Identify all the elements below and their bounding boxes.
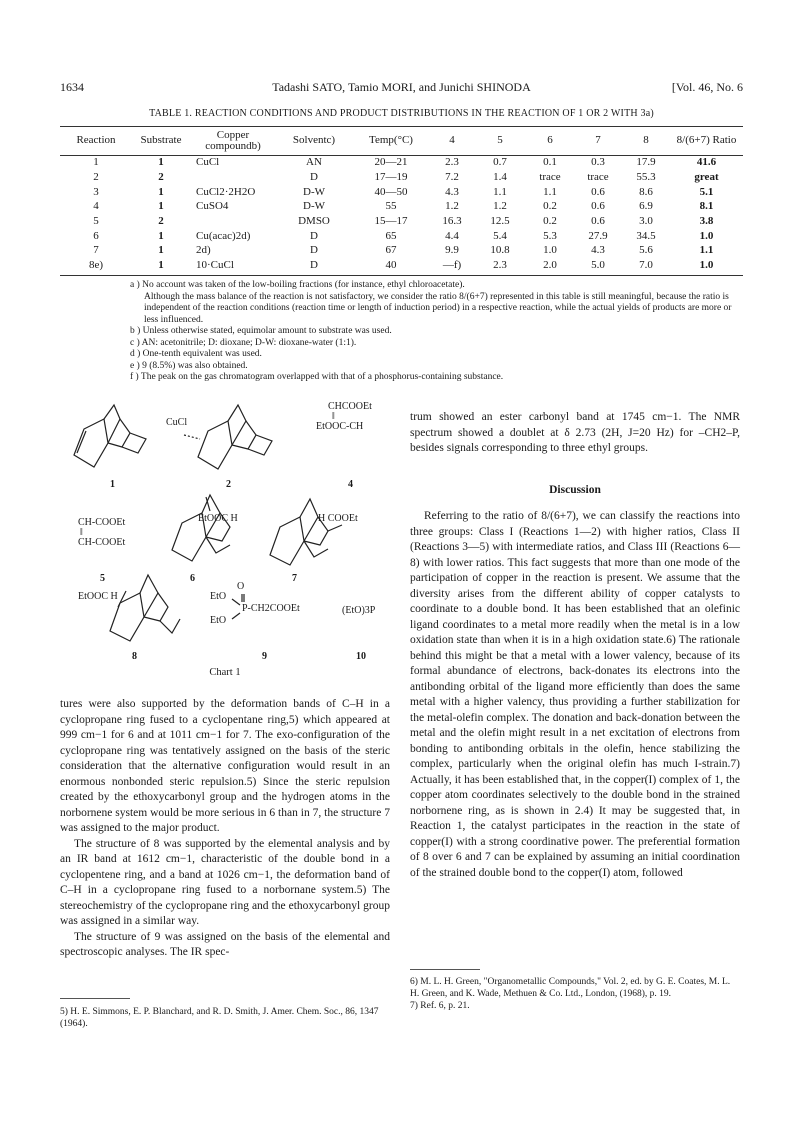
table-cell: 0.3 <box>591 156 605 169</box>
table-cell: 0.2 <box>543 200 557 213</box>
table-cell: 1.0 <box>543 244 557 257</box>
table-cell: 55.3 <box>636 171 656 184</box>
table-cell: 17.9 <box>636 156 656 169</box>
table-cell: 5.1 <box>699 185 714 198</box>
label-1: 1 <box>110 479 115 490</box>
table-cell: 1 <box>158 185 164 198</box>
table-cell <box>190 214 276 229</box>
table-cell: 8.1 <box>699 200 714 213</box>
column-header: 8 <box>643 134 649 146</box>
table-cell: 2d) <box>196 244 211 257</box>
table-cell: 0.1 <box>543 156 557 169</box>
label-6: 6 <box>190 573 195 584</box>
column-header: 7 <box>595 134 601 146</box>
table-title: TABLE 1. REACTION CONDITIONS AND PRODUCT DISTRIBUTIONS IN THE REACTION OF 1 OR 2 WITH 3a) <box>149 108 654 119</box>
table-cell: 2.3 <box>493 259 507 272</box>
table-cell: D <box>310 229 318 242</box>
table-cell: 4 <box>93 200 99 213</box>
etooc-h-8: EtOOC H <box>78 591 118 602</box>
table-cell: —f) <box>442 259 462 272</box>
table-cell: 5.0 <box>591 259 605 272</box>
chcooet-group: CHCOOEt <box>328 401 372 412</box>
column-header: Temp(°C) <box>369 134 413 146</box>
paragraph: The structure of 8 was supported by the elemental analysis and by an IR band at 1612 cm−1, characteristic of the double bond in a cyclopentene ring, and a band at 1026 cm−1, the deformation band of C–H in a cyclopropane ring fused to a norbornane system.5) The stereochemistry of the cyclopropane ring and the ethoxycarbonyl group was assigned in a similar way. <box>60 837 390 927</box>
table-footnote-c: c ) AN: acetonitrile; D: dioxane; D-W: dioxane-water (1:1). <box>130 337 357 348</box>
table-cell: 1.2 <box>493 200 507 213</box>
table-cell: 4.4 <box>445 229 459 242</box>
table-cell: 1 <box>158 200 164 213</box>
label-9: 9 <box>262 651 267 662</box>
chart-1-structures <box>60 395 390 685</box>
table-cell: 17—19 <box>374 171 408 184</box>
table-row <box>60 214 743 229</box>
page-header <box>60 80 743 96</box>
table-cell: 4.3 <box>591 244 605 257</box>
footnote-rule-right <box>410 969 480 970</box>
table-row <box>60 184 743 199</box>
section-heading-discussion: Discussion <box>549 484 601 496</box>
table-cell: 34.5 <box>636 229 656 242</box>
footnote-6: 6) M. L. H. Green, "Organometallic Compounds," Vol. 2, ed. by G. E. Coates, M. L. H. Green, and K. Wade, Methuen & Co. Ltd., London, (1968), p. 19. <box>410 977 731 999</box>
table-cell: 1.1 <box>699 244 714 257</box>
page-number: 1634 <box>60 80 84 94</box>
etooc-h-6: EtOOC H <box>198 513 238 524</box>
table-cell <box>190 170 276 185</box>
table-cell: 1 <box>158 259 164 272</box>
label-8: 8 <box>132 651 137 662</box>
table-cell: 20—21 <box>374 156 408 169</box>
table-cell: D <box>310 244 318 257</box>
table-cell: 5.6 <box>639 244 653 257</box>
footnote-rule-left <box>60 998 130 999</box>
table-cell: 5 <box>93 215 99 228</box>
table-row <box>60 155 743 170</box>
table-cell: 10·CuCl <box>196 259 234 272</box>
table-cell: CuCl2·2H2O <box>196 185 256 198</box>
eto-bottom-9: EtO <box>210 615 227 626</box>
table-cell: 1.4 <box>493 171 507 184</box>
structure-1 <box>74 405 146 467</box>
eto-top-9: EtO <box>210 591 227 602</box>
table-cell: 65 <box>385 229 397 242</box>
structure-7 <box>270 499 342 565</box>
table-cell: D <box>310 171 318 184</box>
label-2: 2 <box>226 479 231 490</box>
table-row <box>60 258 743 273</box>
table-cell: 1 <box>93 156 99 169</box>
label-7: 7 <box>292 573 297 584</box>
table-cell: D-W <box>303 185 325 198</box>
table-cell: D-W <box>303 200 325 213</box>
paragraph: The structure of 9 was assigned on the basis of the elemental and spectroscopic analyses. The IR spec- <box>60 930 390 958</box>
table-cell: 2.0 <box>543 259 557 272</box>
column-header: 5 <box>497 134 503 146</box>
table-cell: 0.6 <box>591 215 605 228</box>
paragraph: tures were also supported by the deformation bands of C–H in a cyclopropane ring fused to a cyclopentane ring,5) which appeared at 999 cm−1 for 6 and at 1011 cm−1 for 7. The exo-configuration of the cyclopropane ring was tentatively assigned on the basis of the steric consideration that the alternative configuration would result in an enormous nonbonded steric repulsion.5) Since the steric repulsion created by the ethoxycarbonyl group and the hydrogen atoms in the norbornene system would be more serious in 6 than in 7, the structure 7 was assigned to the major product. <box>60 698 390 834</box>
table-cell: 2 <box>93 171 99 184</box>
table-cell: 10.8 <box>490 244 510 257</box>
oxo-9: O <box>237 581 245 592</box>
table-cell: 7.2 <box>445 171 459 184</box>
table-cell: 0.6 <box>591 185 605 198</box>
table-footnote-d: d ) One-tenth equivalent was used. <box>130 349 262 359</box>
table-footnotes <box>130 280 742 384</box>
column-header: Reaction <box>76 134 116 146</box>
volume-info: [Vol. 46, No. 6 <box>671 80 743 94</box>
table-cell: D <box>310 259 318 272</box>
column-header: 6 <box>547 134 553 146</box>
table-cell: CuSO4 <box>196 200 229 213</box>
footnote-5: 5) H. E. Simmons, E. P. Blanchard, and R. D. Smith, J. Amer. Chem. Soc., 86, 1347 (1964). <box>60 1007 379 1029</box>
footnote-7: 7) Ref. 6, p. 21. <box>410 1001 470 1011</box>
table-row <box>60 243 743 258</box>
table-footnote-e: e ) 9 (8.5%) was also obtained. <box>130 360 248 371</box>
double-bond-mark: ‖ <box>332 411 335 422</box>
structure-8 <box>110 575 180 641</box>
right-column-top-text <box>410 410 740 457</box>
cucl-group: CuCl <box>166 417 188 428</box>
table-cell: 1.0 <box>699 229 714 242</box>
table-cell: 7.0 <box>639 259 653 272</box>
h-cooet-7: H COOEt <box>318 513 358 524</box>
table-cell: 67 <box>385 244 397 257</box>
table-cell: 15—17 <box>374 215 408 228</box>
table-cell: 6 <box>93 229 99 242</box>
table-cell: 4.3 <box>445 185 459 198</box>
label-5: 5 <box>100 573 105 584</box>
table-cell: 1 <box>158 229 164 242</box>
table-cell: DMSO <box>298 215 330 228</box>
ch-cooet-top: CH-COOEt <box>78 517 126 528</box>
table-cell: 3.8 <box>699 215 714 228</box>
table-cell: 8e) <box>88 259 104 272</box>
table-cell: 7 <box>93 244 99 257</box>
paragraph: trum showed an ester carbonyl band at 1745 cm−1. The NMR spectrum showed a doublet at δ 2.73 (2H, J=20 Hz) for –CH2–P, besides signals corresponding to three ethyl groups. <box>410 411 740 454</box>
chart-caption: Chart 1 <box>209 667 241 678</box>
table-cell: 2 <box>158 215 164 228</box>
table-row <box>60 170 743 185</box>
table-cell: 27.9 <box>588 229 608 242</box>
structure-6 <box>172 495 230 561</box>
p-ch2-9: P-CH2COOEt <box>242 603 300 614</box>
etooc-ch-group: EtOOC-CH <box>316 421 364 432</box>
right-column-text <box>410 509 740 881</box>
paragraph: Referring to the ratio of 8/(6+7), we can classify the reactions into three groups: Class I (Reactions 1—2) with higher ratios, Class II (Reactions 3—5) with intermediate ratios, and Class III (Reactions 6—8) with lower ratios. This fact suggests that more than one mode of the participation of copper in the reaction is present. We assume that the diversity arises from the different ability of copper catalysts to coordinate to a double bond. It has been established that an olefinic ligand coordinates to a metal more readily when the metal is in a low oxidation state than when it is in a high oxidation state.6) The rationale behind this might be that a metal with a lower valency, because of its formal abundance of electrons, back-donates its electrons into the antibonding orbital of the ligand more efficiently than does the same metal with a higher valency, thus providing a further stabilization for the metal-olefin complex. The donation and back-donation between the metal and the olefin might result in a net excitation of electrons from bonding to antibonding orbitals in the olefin, hence stabilizing the complex, particularly when the original olefin has much I-strain.7) Actually, it has been established that, in the copper(I) complex of 1, the copper atom coordinates selectively to the double bond in the strained norbornene ring, as is shown in 2.4) It may be suggested that, in Reaction 1, the catalyst participates in the reaction in the state of copper(I) with a strong coordinative power. The preferential formation of 8 over 6 and 7 can be explained by assuming an initial coordination of the strained double bond to the copper(I) atom, followed <box>410 510 740 879</box>
table-cell: 16.3 <box>442 215 462 228</box>
label-10: 10 <box>356 651 366 662</box>
column-header: Solventc) <box>292 134 336 146</box>
table-cell: 0.2 <box>543 215 557 228</box>
label-4: 4 <box>348 479 353 490</box>
table-cell: 1 <box>158 244 164 257</box>
table-cell: 3.0 <box>639 215 653 228</box>
table-bottom-rule <box>60 275 743 276</box>
triethyl-phosphite-10: (EtO)3P <box>342 605 376 616</box>
column-header: 8/(6+7) Ratio <box>676 134 737 146</box>
ch-cooet-bottom: CH-COOEt <box>78 537 126 548</box>
table-cell: AN <box>306 156 322 169</box>
table-cell: 41.6 <box>696 156 717 169</box>
double-bond-mark-5: ‖ <box>80 527 83 538</box>
table-footnote-a: a ) No account was taken of the low-boiling fractions (for instance, ethyl chloroacetate). <box>130 280 465 290</box>
table-cell: 12.5 <box>490 215 510 228</box>
table-cell: 0.6 <box>591 200 605 213</box>
table-row <box>60 199 743 214</box>
table-cell: 1.1 <box>543 185 557 198</box>
table-cell: 1.1 <box>493 185 507 198</box>
table-cell: 3 <box>93 185 99 198</box>
table-cell: 9.9 <box>445 244 459 257</box>
table-cell: CuCl <box>196 156 220 169</box>
table-cell: 2.3 <box>445 156 459 169</box>
reaction-table <box>60 126 743 273</box>
table-cell: trace <box>539 171 561 184</box>
table-footnote-f: f ) The peak on the gas chromatogram overlapped with that of a phosphorus-containing substance. <box>130 372 504 382</box>
column-header: Copper compoundb) <box>205 128 261 152</box>
table-header-row <box>60 126 743 155</box>
table-cell: 1.0 <box>699 259 714 272</box>
table-cell: 1.2 <box>445 200 459 213</box>
table-cell: 5.3 <box>543 229 557 242</box>
right-footnotes <box>410 976 740 1012</box>
table-cell: 40 <box>385 259 397 272</box>
running-authors: Tadashi SATO, Tamio MORI, and Junichi SHINODA <box>272 80 531 94</box>
column-header: 4 <box>449 134 455 146</box>
table-cell: 1 <box>158 156 164 169</box>
table-cell: trace <box>587 171 609 184</box>
table-cell: 2 <box>158 171 164 184</box>
left-footnotes <box>60 1006 390 1030</box>
table-cell: 55 <box>385 200 397 213</box>
table-cell: great <box>694 171 719 184</box>
table-cell: 6.9 <box>639 200 653 213</box>
table-cell: 40—50 <box>374 185 408 198</box>
table-cell: 0.7 <box>493 156 507 169</box>
structure-2 <box>184 405 272 469</box>
table-row <box>60 228 743 243</box>
table-footnote-a-note: Although the mass balance of the reaction is not satisfactory, we consider the ratio 8/(6+7) represented in this table is still meaningful, because the ratio is independent of the reaction conditions (reaction time or length of induction period) in a respective reaction, while the actual yields of products are more or less influenced. <box>144 291 732 325</box>
column-header: Substrate <box>140 134 182 146</box>
left-column-text <box>60 697 390 961</box>
table-cell: Cu(acac)2d) <box>196 229 251 242</box>
table-cell: 8.6 <box>639 185 653 198</box>
table-cell: 5.4 <box>493 229 507 242</box>
table-footnote-b: b ) Unless otherwise stated, equimolar amount to substrate was used. <box>130 326 392 336</box>
